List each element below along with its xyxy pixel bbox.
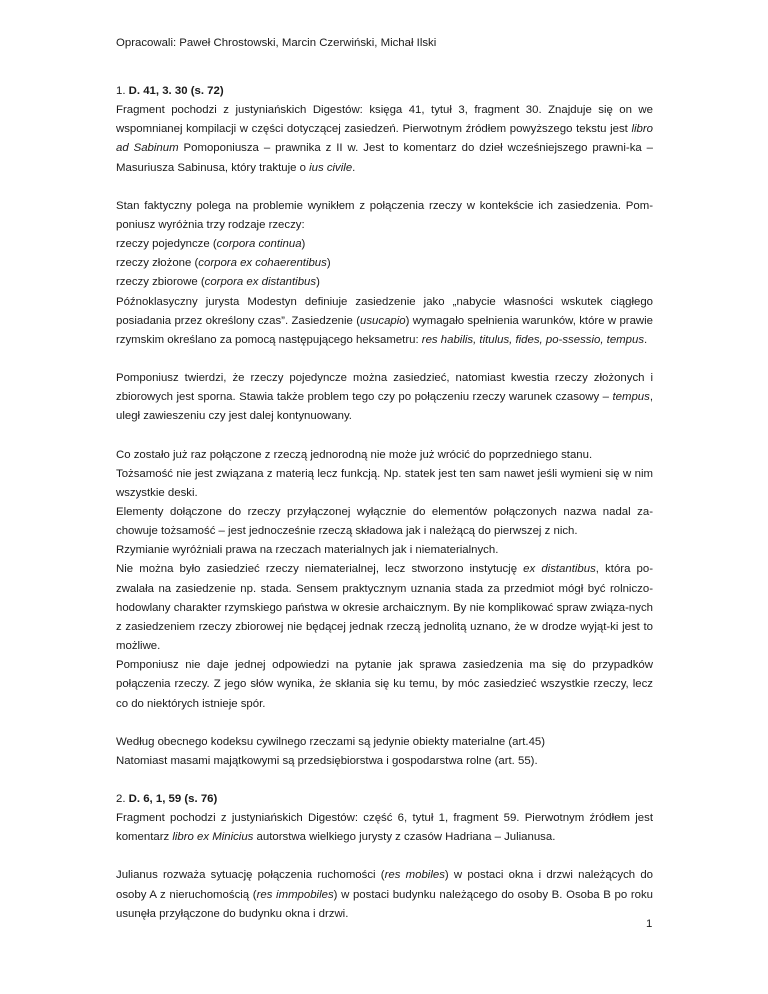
section-2-heading xyxy=(116,790,653,809)
page-number: 1 xyxy=(646,918,653,930)
section-1-paragraph-4: Co zostało już raz połączone z rzeczą jednorodną nie może już wrócić do poprzedniego stanu. Tożsamość nie jest związana z materią lecz funkcją. Np. statek jest ten sam nawet jeśli wymieni się w nim wszystkie deski. Elementy dołączone do rzeczy przyłączonej wyłącznie do elementów połączonych nazwa nadal za-chowuje tożsamość – jest jednocześnie rzeczą składowa jak i należącą do pierwszej z nich. Rzymianie wyróżniali prawa na rzeczach materialnych jak i niematerialnych. Nie można było zasiedzieć rzeczy niematerialnej, lecz stworzono instytucję ex distantibus, która po-zwalała na zasiedzenie np. stada. Sensem praktycznym uznania stada za przedmiot mógł być rolniczo-hodowlany charakter rzymskiego państwa w okresie archaicznym. By nie komplikować spraw związa-nych z zasiedzeniem rzeczy zbiorowej nie będącej jednak rzeczą jednolitą uznano, że w drodze wyjąt-ki jest to możliwe. Pomponiusz nie daje jednej odpowiedzi na pytanie jak sprawa zasiedzenia ma się do przypadków połączenia rzeczy. Z jego słów wynika, że skłania się ku temu, by móc zasiedzieć wszystkie rzeczy, lecz co do niektórych istnieje spór. xyxy=(116,448,654,710)
section-2-title: D. 6, 1, 59 (s. 76) xyxy=(128,793,218,805)
section-1-paragraph-5: Według obecnego kodeksu cywilnego rzeczami są jedynie obiekty materialne (art.45) Natomiast masami majątkowymi są przedsiębiorstwa i gospodarstwa rolne (art. 55). xyxy=(116,735,546,767)
list-item: rzeczy zbiorowe (corpora ex distantibus) xyxy=(116,276,320,289)
section-1-heading xyxy=(116,82,653,101)
section-1-title: D. 41, 3. 30 (s. 72) xyxy=(128,85,224,97)
section-1-number: 1. xyxy=(116,85,126,97)
modestyn-paragraph: Późnoklasyczny jurysta Modestyn definiuje zasiedzenie jako „nabycie własności wskutek ciągłego posiadania przez określony czas”. Zasiedzenie (usucapio) wymagało spełnienia warunków, które w prawie rzymskim określano za pomocą następującego heksametru: res habilis, titulus, fides, po-ssessio, tempus. xyxy=(116,295,654,346)
page-header: Opracowali: Paweł Chrostowski, Marcin Czerwiński, Michał Ilski xyxy=(116,37,437,49)
section-2-number: 2. xyxy=(116,793,126,805)
section-2-intro: Fragment pochodzi z justyniańskich Digestów: część 6, tytuł 1, fragment 59. Pierwotnym źródłem jest komentarz libro ex Minicius autorstwa wielkiego jurysty z czasów Hadriana – Julianusa. xyxy=(116,812,653,844)
section-1-paragraph-3: Pomponiusz twierdzi, że rzeczy pojedyncze można zasiedzieć, natomiast kwestia rzeczy złożonych i zbiorowych jest sporna. Stawia także problem tego czy po połączeniu rzeczy warunek czasowy – tempus, uległ zawieszeniu czy jest dalej kontynuowany. xyxy=(116,372,653,423)
document-body xyxy=(116,82,653,943)
section-1-intro: Fragment pochodzi z justyniańskich Digestów: księga 41, tytuł 3, fragment 30. Znajduje się on we wspomnianej kompilacji w części dotyczącej zasiedzeń. Pierwotnym źródłem powyższego tekstu jest libro ad Sabinum Pomoponiusza – prawnika z II w. Jest to komentarz do dzieł wcześniejszego prawni-ka – Masuriusza Sabinusa, który traktuje o ius civile. xyxy=(116,104,653,174)
list-item: rzeczy pojedyncze (corpora continua) xyxy=(116,238,306,251)
section-2-paragraph-2: Julianus rozważa sytuację połączenia ruchomości (res mobiles) w postaci okna i drzwi należących do osoby A z nieruchomością (res immpobiles) w postaci budynku należącego do osoby B. Osoba B po roku usunęła przyłączone do budynku okna i drzwi. xyxy=(116,869,653,920)
section-1-paragraph-2: Stan faktyczny polega na problemie wynikłem z połączenia rzeczy w kontekście ich zasiedzenia. Pom-poniusz wyróżnia trzy rodzaje rzeczy: rzeczy pojedyncze (corpora continua) rzeczy złożone (corpora ex cohaerentibus) rzeczy zbiorowe (corpora ex distantibus) Późnoklasyczny jurysta Modestyn definiuje zasiedzenie jako „nabycie własności wskutek ciągłego posiadania przez określony czas”. Zasiedzenie (usucapio) wymagało spełnienia warunków, które w prawie rzymskim określano za pomocą następującego heksametru: res habilis, titulus, fides, po-ssessio, tempus. xyxy=(116,197,653,350)
list-item: rzeczy złożone (corpora ex cohaerentibus) xyxy=(116,257,331,270)
